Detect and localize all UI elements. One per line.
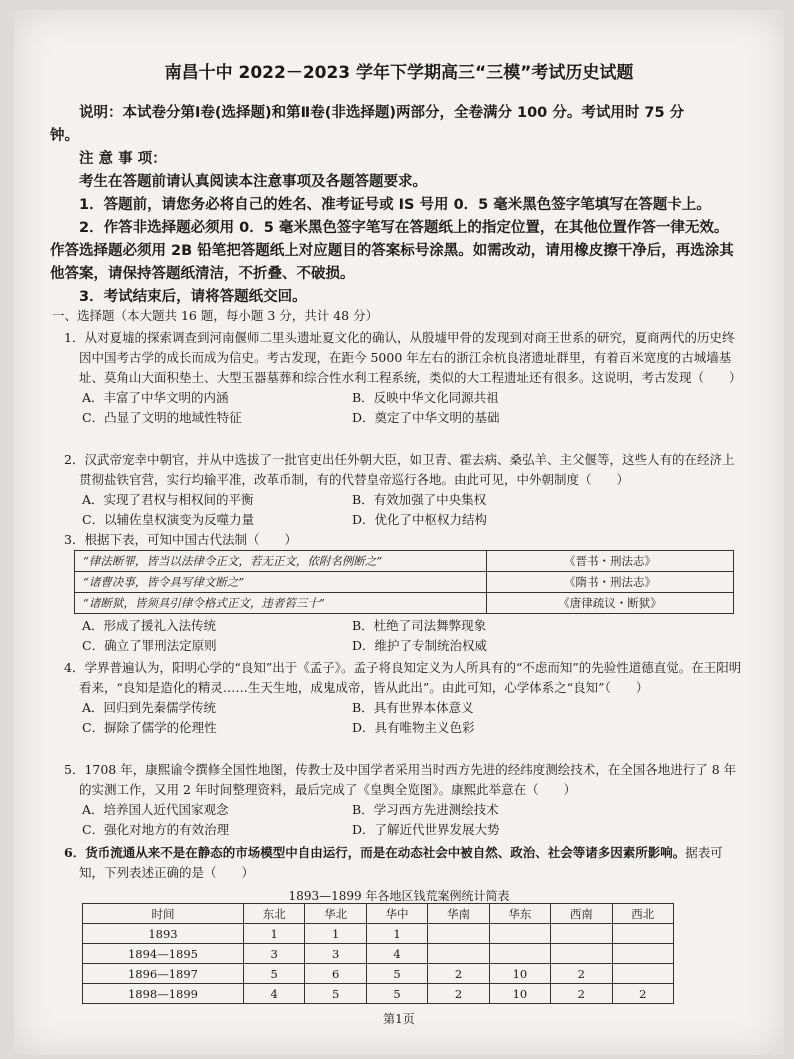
option-b[interactable]: B．杜绝了司法舞弊现象	[352, 618, 487, 633]
coin-shortage-table	[82, 903, 674, 1004]
table-cell	[612, 924, 673, 944]
column-header: 华东	[489, 904, 550, 924]
column-header: 华北	[305, 904, 366, 924]
quote-cell: “诸断狱，皆须具引律令格式正文，违者笞三十”	[75, 593, 487, 614]
question-stem-bold: 6．货币流通从来不是在静态的市场模型中自由运行，而是在动态社会中被自然、政治、社会等诸多因素所影响。	[64, 845, 686, 860]
table-cell: 1	[366, 924, 427, 944]
source-cell: 《隋书・刑法志》	[487, 572, 734, 593]
description-line: 说明：本试卷分第Ⅰ卷(选择题)和第Ⅱ卷(非选择题)两部分，全卷满分 100 分。考试用时 75 分	[79, 105, 685, 121]
section-title: 一、选择题（本大题共 16 题，每小题 3 分，共计 48 分）	[52, 308, 379, 323]
table-row	[83, 944, 674, 964]
table-row	[75, 551, 734, 572]
table-cell	[551, 924, 612, 944]
table-cell: 1	[244, 924, 305, 944]
question-2	[64, 450, 744, 530]
option-c[interactable]: C．凸显了文明的地域性特征	[82, 410, 242, 425]
table-cell: 10	[489, 964, 550, 984]
table-cell: 2	[551, 964, 612, 984]
table-cell	[551, 944, 612, 964]
option-d[interactable]: D．了解近代世界发展大势	[352, 822, 500, 837]
options	[64, 490, 744, 530]
option-d[interactable]: D．维护了专制统治权威	[352, 638, 488, 653]
column-header: 西北	[612, 904, 673, 924]
table-cell: 6	[305, 964, 366, 984]
table-cell: 5	[305, 984, 366, 1004]
question-3-options	[64, 616, 744, 656]
table-cell: 5	[366, 964, 427, 984]
question-stem-tail: 据表可知，下列表述正确的是（ ）	[79, 845, 723, 880]
table-cell: 2	[428, 964, 489, 984]
option-b[interactable]: B．具有世界本体意义	[352, 700, 474, 715]
table-cell: 2	[428, 984, 489, 1004]
question-stem: 4．学界普遍认为，阳明心学的“良知”出于《孟子》。孟子将良知定义为人所具有的“不虑而知”的先验性道德直觉。在王阳明看来，“良知是造化的精灵……生天生地，成鬼成帝，皆从此出”。由此可知，心学体系之“良知”（ ）	[64, 660, 742, 695]
question-5	[64, 760, 744, 840]
table-header-row	[83, 904, 674, 924]
page-number: 第1页	[383, 1012, 415, 1026]
table-row	[83, 924, 674, 944]
table-cell	[612, 944, 673, 964]
option-a[interactable]: A．丰富了中华文明的内涵	[82, 390, 229, 405]
table-cell	[489, 944, 550, 964]
exam-paper	[14, 10, 784, 1055]
option-a[interactable]: A．培养国人近代国家观念	[82, 802, 229, 817]
option-d[interactable]: D．具有唯物主义色彩	[352, 720, 475, 735]
option-a[interactable]: A．形成了援礼入法传统	[82, 618, 217, 633]
option-b[interactable]: B．学习西方先进测绘技术	[352, 802, 499, 817]
table-cell: 2	[612, 984, 673, 1004]
option-b[interactable]: B．有效加强了中央集权	[352, 492, 487, 507]
option-d[interactable]: D．优化了中枢权力结构	[352, 512, 488, 527]
option-c[interactable]: C．以辅佐皇权演变为反噬力量	[82, 512, 255, 527]
table-cell: 3	[305, 944, 366, 964]
table-row	[75, 593, 734, 614]
table-cell: 5	[366, 984, 427, 1004]
law-table	[74, 550, 734, 614]
notice-item-2: 2．作答非选择题必须用 0．5 毫米黑色签字笔写在答题纸上的指定位置，在其他位置作答一律无效。作答选择题必须用 2B 铅笔把答题纸上对应题目的答案标号涂黑。如需改动，请用橡皮擦干净后，再选涂其他答案，请保持答题纸清洁，不折叠、不破损。	[50, 220, 734, 282]
table-cell	[428, 924, 489, 944]
options	[64, 698, 744, 738]
table-cell	[612, 964, 673, 984]
question-3	[64, 530, 744, 550]
table-cell: 10	[489, 984, 550, 1004]
table-cell: 1898—1899	[83, 984, 244, 1004]
quote-cell: “诸曹决事，皆令具写律文断之”	[75, 572, 487, 593]
question-1	[64, 328, 744, 428]
option-a[interactable]: A．回归到先秦儒学传统	[82, 700, 217, 715]
table-cell: 1894—1895	[83, 944, 244, 964]
question-stem: 3．根据下表，可知中国古代法制（ ）	[64, 532, 297, 547]
options	[64, 800, 744, 840]
column-header: 西南	[551, 904, 612, 924]
table-cell: 2	[551, 984, 612, 1004]
notice-item-3: 3．考试结束后，请将答题纸交回。	[79, 289, 307, 305]
question-stem: 1．从对夏墟的探索调查到河南偃师二里头遗址夏文化的确认，从殷墟甲骨的发现到对商王世系的研究，夏商两代的历史终因中国考古学的成长而成为信史。考古发现，在距今 5000 年左右的浙江余杭良渚遗址群里，有着百米宽度的古城墙基址、莫角山大面积垫土、大型玉器墓葬和综合性水利工程系统，类似的大工程遗址还有很多。这说明，考古发现（ ）	[64, 330, 742, 385]
question-4	[64, 658, 744, 738]
table-cell	[489, 924, 550, 944]
table-cell: 5	[244, 964, 305, 984]
table-cell: 1893	[83, 924, 244, 944]
column-header: 华南	[428, 904, 489, 924]
column-header: 时间	[83, 904, 244, 924]
option-c[interactable]: C．摒除了儒学的伦理性	[82, 720, 217, 735]
column-header: 华中	[366, 904, 427, 924]
column-header: 东北	[244, 904, 305, 924]
notice-intro: 考生在答题前请认真阅读本注意事项及各题答题要求。	[79, 174, 427, 190]
page-title: 南昌十中 2022－2023 学年下学期高三“三模”考试历史试题	[164, 63, 634, 83]
table-title: 1893—1899 年各地区钱荒案例统计简表	[288, 889, 510, 903]
question-stem	[64, 843, 744, 883]
table-row	[75, 572, 734, 593]
table-cell: 4	[244, 984, 305, 1004]
instructions	[50, 102, 740, 309]
source-cell: 《唐律疏议・断狱》	[487, 593, 734, 614]
option-a[interactable]: A．实现了君权与相权间的平衡	[82, 492, 254, 507]
table-cell: 1896—1897	[83, 964, 244, 984]
option-d[interactable]: D．奠定了中华文明的基础	[352, 410, 500, 425]
source-cell: 《晋书・刑法志》	[487, 551, 734, 572]
table-cell: 4	[366, 944, 427, 964]
table-row	[83, 984, 674, 1004]
option-c[interactable]: C．强化对地方的有效治理	[82, 822, 230, 837]
description-line-end: 钟。	[50, 128, 79, 144]
option-b[interactable]: B．反映中华文化同源共祖	[352, 390, 499, 405]
option-c[interactable]: C．确立了罪刑法定原则	[82, 638, 217, 653]
quote-cell: “律法断罪，皆当以法律令正文，若无正文，依附名例断之”	[75, 551, 487, 572]
table-cell: 3	[244, 944, 305, 964]
table-row	[83, 964, 674, 984]
notice-heading: 注 意 事 项：	[79, 151, 167, 167]
question-stem: 2．汉武帝宠幸中朝官，并从中选拔了一批官吏出任外朝大臣，如卫青、霍去病、桑弘羊、主父偃等，这些人有的在经济上贯彻盐铁官营，实行均输平准，改革币制，有的代替皇帝巡行各地。由此可见，中外朝制度（ ）	[64, 452, 735, 487]
question-6	[64, 843, 744, 883]
options	[64, 388, 744, 428]
table-cell	[428, 944, 489, 964]
table-cell: 1	[305, 924, 366, 944]
options	[64, 616, 744, 656]
notice-item-1: 1．答题前，请您务必将自己的姓名、准考证号或 IS 号用 0．5 毫米黑色签字笔填写在答题卡上。	[79, 197, 711, 213]
question-stem: 5．1708 年，康熙谕令撰修全国性地图，传教士及中国学者采用当时西方先进的经纬度测绘技术，在全国各地进行了 8 年的实测工作，又用 2 年时间整理资料，最后完成了《皇舆全览图》。康熙此举意在（ ）	[64, 762, 737, 797]
